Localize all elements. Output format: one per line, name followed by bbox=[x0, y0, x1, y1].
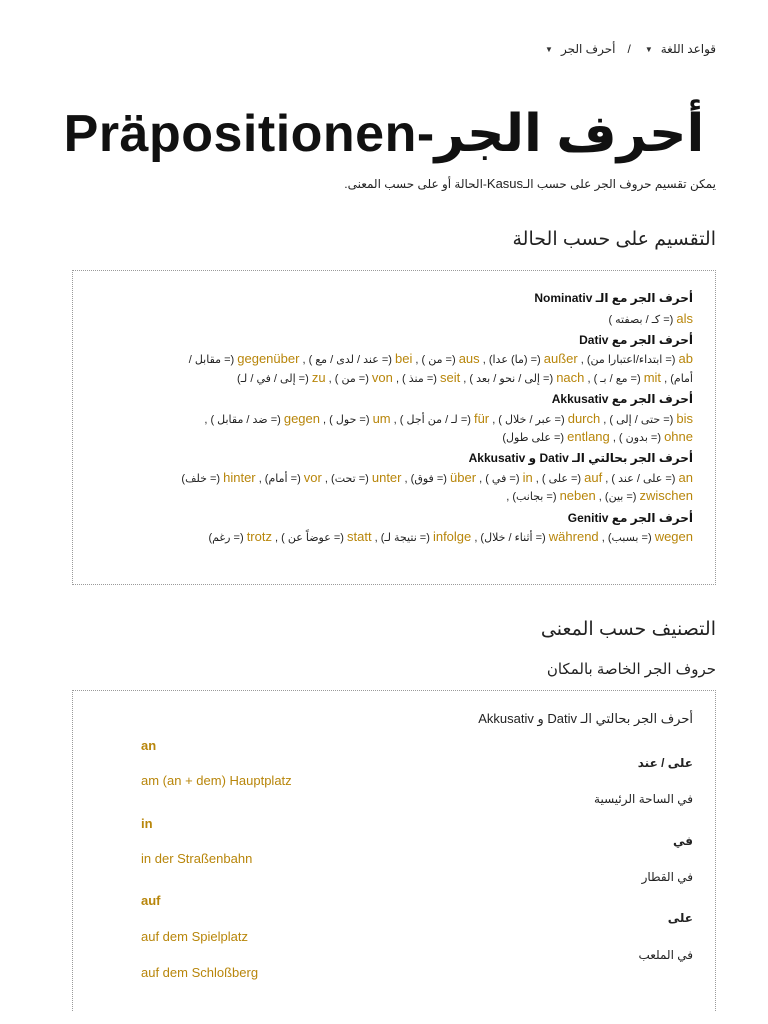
group-title: أحرف الجر مع Akkusativ bbox=[551, 392, 693, 406]
place-box bbox=[72, 690, 716, 1011]
preposition-word: von bbox=[371, 370, 393, 385]
intro-kasus: Kasus bbox=[486, 176, 524, 191]
example-german: auf dem Schloßberg bbox=[141, 965, 259, 980]
preposition-meaning: (= أمام) , bbox=[255, 473, 304, 485]
example-arabic: على / عند bbox=[637, 756, 693, 770]
preposition-meaning: (= نتيجة لـ) , bbox=[371, 532, 433, 544]
preposition-word: an bbox=[678, 470, 693, 485]
preposition-word: hinter bbox=[223, 470, 256, 485]
place-box-title: أحرف الجر بحالتي الـ Dativ و Akkusativ bbox=[478, 711, 693, 726]
preposition-word: gegen bbox=[283, 411, 320, 426]
preposition-word: seit bbox=[439, 370, 461, 385]
group-title: أحرف الجر مع Genitiv bbox=[567, 511, 693, 525]
preposition-word: zwischen bbox=[639, 488, 693, 503]
preposition-meaning: (= حول ) , bbox=[320, 414, 373, 426]
preposition-meaning: (= خلف) bbox=[181, 473, 224, 485]
preposition-meaning: (= أثناء / خلال) , bbox=[471, 532, 549, 544]
preposition-meaning: (= رغم) bbox=[208, 532, 247, 544]
preposition-word: aus bbox=[458, 351, 480, 366]
preposition-word: ohne bbox=[664, 429, 693, 444]
group-line bbox=[87, 470, 693, 485]
preposition-word: bis bbox=[676, 411, 693, 426]
preposition-meaning: (= ضد / مقابل ) , bbox=[204, 414, 284, 426]
group-line bbox=[87, 370, 693, 385]
group-line bbox=[87, 529, 693, 544]
example-german: auf bbox=[141, 893, 161, 908]
preposition-word: gegenüber bbox=[237, 351, 300, 366]
preposition-meaning: (= على / عند ) , bbox=[602, 473, 679, 485]
example-german: am (an + dem) Hauptplatz bbox=[141, 773, 292, 788]
preposition-meaning: (= عند / لدى / مع ) , bbox=[299, 354, 395, 366]
preposition-word: entlang bbox=[567, 429, 610, 444]
intro-part1: يمكن تقسيم حروف الجر على حسب الـ bbox=[523, 177, 716, 191]
example-german: an bbox=[141, 738, 157, 753]
preposition-word: mit bbox=[643, 370, 662, 385]
preposition-meaning: (= لـ / من أجل ) , bbox=[390, 414, 474, 426]
preposition-word: statt bbox=[347, 529, 372, 544]
preposition-meaning: (= من ) , bbox=[412, 354, 459, 366]
preposition-word: auf bbox=[584, 470, 603, 485]
preposition-meaning: (= (ما) عدا) , bbox=[479, 354, 544, 366]
preposition-word: für bbox=[473, 411, 490, 426]
preposition-word: zu bbox=[311, 370, 326, 385]
preposition-word: außer bbox=[543, 351, 578, 366]
example-arabic: في القطار bbox=[641, 870, 693, 884]
case-box bbox=[72, 270, 716, 585]
example-arabic: في bbox=[673, 834, 693, 848]
section-heading-case: التقسيم على حسب الحالة bbox=[512, 229, 716, 250]
preposition-word: vor bbox=[303, 470, 322, 485]
preposition-word: neben bbox=[559, 488, 596, 503]
section-heading-meaning: التصنيف حسب المعنى bbox=[540, 619, 716, 640]
preposition-meaning: (= بدون ) , bbox=[609, 432, 665, 444]
subheading-place: حروف الجر الخاصة بالمكان bbox=[546, 661, 716, 678]
breadcrumb-separator: / bbox=[627, 42, 631, 56]
preposition-meaning: (= بجانب) , bbox=[506, 491, 560, 503]
preposition-word: unter bbox=[371, 470, 402, 485]
preposition-meaning: (= في ) , bbox=[476, 473, 523, 485]
preposition-meaning: (= من ) , bbox=[325, 373, 372, 385]
preposition-word: als bbox=[676, 311, 693, 326]
group-title: أحرف الجر مع الـ Nominativ bbox=[534, 291, 693, 305]
preposition-meaning: (= عوضاً عن ) , bbox=[271, 532, 348, 544]
preposition-meaning: (= حتى / إلى ) , bbox=[600, 414, 677, 426]
chevron-down-icon[interactable]: ▼ bbox=[545, 44, 553, 54]
example-german: auf dem Spielplatz bbox=[141, 929, 248, 944]
preposition-word: wegen bbox=[654, 529, 693, 544]
preposition-word: um bbox=[372, 411, 391, 426]
preposition-word: während bbox=[548, 529, 599, 544]
preposition-word: ab bbox=[678, 351, 693, 366]
group-line bbox=[87, 488, 693, 503]
intro-part2: -الحالة أو على حسب المعنى. bbox=[344, 177, 487, 191]
preposition-meaning: (= إلى / في / لـ) bbox=[237, 373, 312, 385]
preposition-meaning: أمام) , bbox=[661, 373, 693, 385]
example-arabic: على bbox=[667, 911, 693, 925]
group-title: أحرف الجر بحالتي الـ Dativ و Akkusativ bbox=[468, 451, 693, 465]
preposition-word: durch bbox=[567, 411, 601, 426]
preposition-meaning: (= عبر / خلال ) , bbox=[489, 414, 568, 426]
preposition-meaning: (= منذ ) , bbox=[392, 373, 440, 385]
preposition-word: nach bbox=[556, 370, 585, 385]
preposition-meaning: (= مقابل / bbox=[188, 354, 238, 366]
example-german: in der Straßenbahn bbox=[141, 851, 253, 866]
group-line bbox=[87, 351, 693, 366]
preposition-meaning: (= فوق) , bbox=[401, 473, 451, 485]
preposition-meaning: (= على طول) bbox=[502, 432, 568, 444]
group-line bbox=[87, 311, 693, 326]
group-line bbox=[87, 411, 693, 426]
preposition-meaning: (= على ) , bbox=[532, 473, 585, 485]
preposition-meaning: (= بسبب) , bbox=[598, 532, 655, 544]
preposition-word: in bbox=[522, 470, 533, 485]
group-line bbox=[87, 429, 693, 444]
page-title: Präpositionen-أحرف الجر bbox=[63, 105, 705, 163]
breadcrumb-item-grammar[interactable]: قواعد اللغة bbox=[660, 42, 716, 56]
example-arabic: في الملعب bbox=[638, 948, 693, 962]
chevron-down-icon[interactable]: ▼ bbox=[644, 44, 653, 54]
preposition-meaning: (= بين) , bbox=[595, 491, 640, 503]
preposition-meaning: (= إلى / نحو / بعد ) , bbox=[460, 373, 557, 385]
breadcrumb-item-prepositions[interactable]: أحرف الجر bbox=[560, 42, 616, 56]
preposition-meaning: (= تحت) , bbox=[321, 473, 372, 485]
example-arabic: في الساحة الرئيسية bbox=[594, 792, 693, 806]
breadcrumb bbox=[543, 42, 716, 56]
example-german: in bbox=[141, 816, 153, 831]
preposition-word: trotz bbox=[246, 529, 272, 544]
preposition-word: über bbox=[450, 470, 477, 485]
intro-text bbox=[344, 176, 716, 191]
preposition-word: infolge bbox=[432, 529, 472, 544]
preposition-meaning: (= كـ / بصفته ) bbox=[608, 314, 677, 326]
group-title: أحرف الجر مع Dativ bbox=[579, 333, 693, 347]
preposition-meaning: (= ابتداء/اعتبارا من) , bbox=[577, 354, 679, 366]
preposition-meaning: (= مع / بـ ) , bbox=[584, 373, 644, 385]
preposition-word: bei bbox=[394, 351, 413, 366]
